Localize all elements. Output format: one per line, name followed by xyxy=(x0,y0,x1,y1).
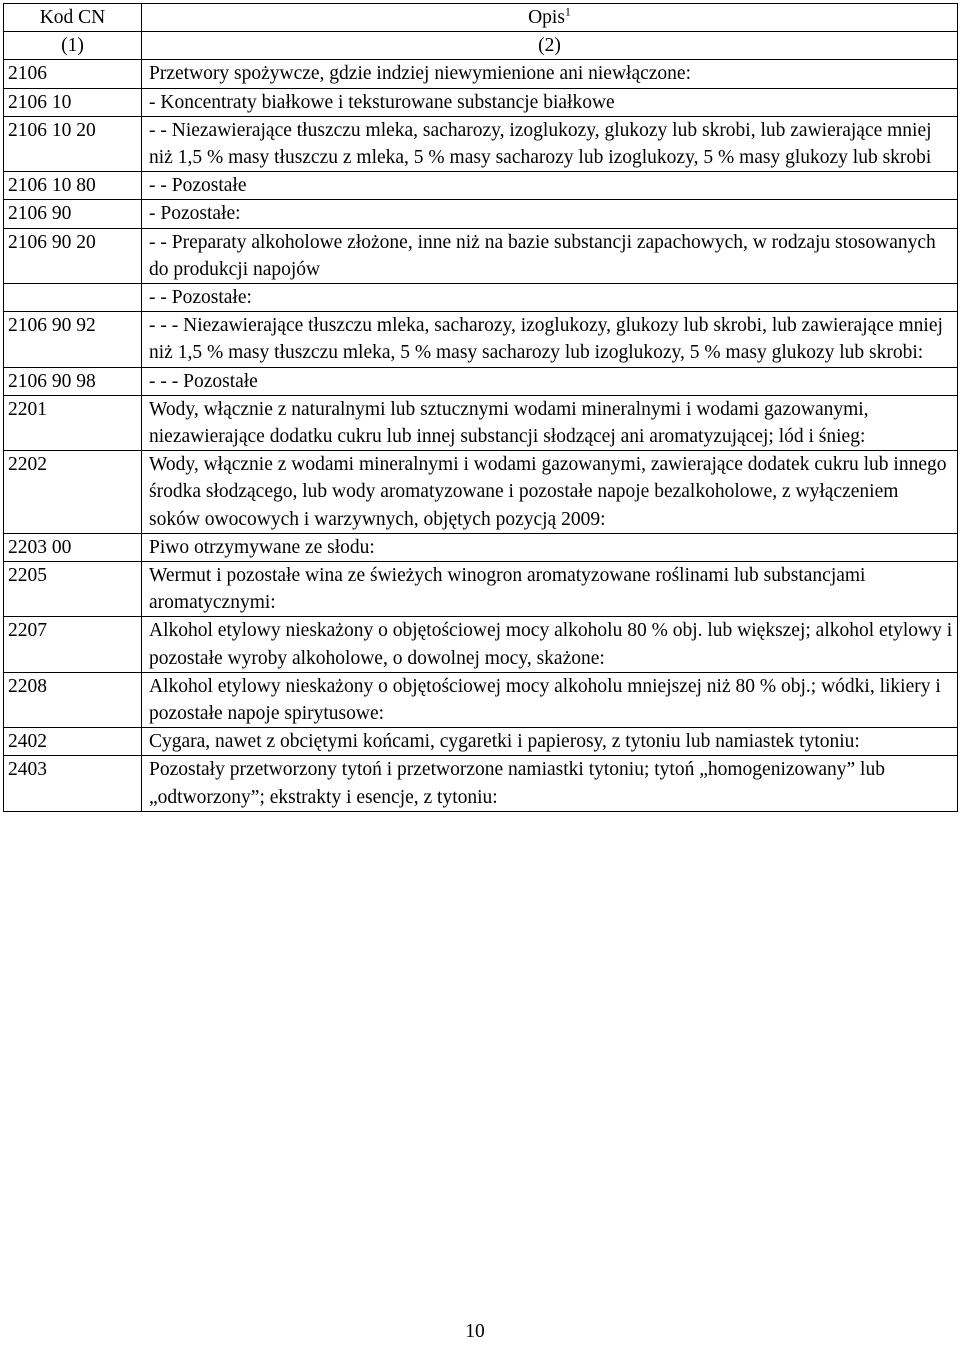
table-row xyxy=(4,172,958,200)
cn-code-cell: 2106 xyxy=(4,60,142,88)
column-number-2: (2) xyxy=(142,32,958,60)
cn-code-cell: 2402 xyxy=(4,728,142,756)
table-row xyxy=(4,284,958,312)
cn-code-cell xyxy=(4,284,142,312)
table-row xyxy=(4,367,958,395)
page-number: 10 xyxy=(465,1321,485,1342)
table-row xyxy=(4,200,958,228)
description-cell: - - - Niezawierające tłuszczu mleka, sacharozy, izoglukozy, glukozy lub skrobi, lub zawierające mniej niż 1,5 % masy tłuszczu mleka, 5 % masy sacharozy lub izoglukozy, 5 % masy glukozy lub skrobi: xyxy=(142,312,958,367)
table-row xyxy=(4,88,958,116)
description-cell: - - Pozostałe xyxy=(142,172,958,200)
header-row xyxy=(4,4,958,32)
table-row xyxy=(4,451,958,534)
cn-code-cell: 2205 xyxy=(4,562,142,617)
column-number-row xyxy=(4,32,958,60)
description-cell: Alkohol etylowy nieskażony o objętościowej mocy alkoholu 80 % obj. lub większej; alkohol etylowy i pozostałe wyroby alkoholowe, o dowolnej mocy, skażone: xyxy=(142,617,958,672)
description-cell: - Koncentraty białkowe i teksturowane substancje białkowe xyxy=(142,88,958,116)
table-row xyxy=(4,533,958,561)
table-body xyxy=(4,60,958,811)
cn-code-cell: 2106 10 20 xyxy=(4,116,142,171)
description-cell: Wody, włącznie z naturalnymi lub sztucznymi wodami mineralnymi i wodami gazowanymi, niezawierające dodatku cukru lub innej substancji słodzącej ani aromatyzującej; lód i śnieg: xyxy=(142,395,958,450)
cn-code-cell: 2106 90 xyxy=(4,200,142,228)
table-row xyxy=(4,395,958,450)
cn-code-cell: 2106 10 xyxy=(4,88,142,116)
description-cell: Piwo otrzymywane ze słodu: xyxy=(142,533,958,561)
table-row xyxy=(4,756,958,811)
cn-code-cell: 2207 xyxy=(4,617,142,672)
description-cell: Wermut i pozostałe wina ze świeżych winogron aromatyzowane roślinami lub substancjami aromatycznymi: xyxy=(142,562,958,617)
cn-code-cell: 2208 xyxy=(4,672,142,727)
description-cell: - Pozostałe: xyxy=(142,200,958,228)
table-row xyxy=(4,116,958,171)
description-cell: Pozostały przetworzony tytoń i przetworzone namiastki tytoniu; tytoń „homogenizowany” lub „odtworzony”; ekstrakty i esencje, z tytoniu: xyxy=(142,756,958,811)
table-row xyxy=(4,60,958,88)
table-row xyxy=(4,672,958,727)
document-page xyxy=(3,3,957,812)
description-cell: Cygara, nawet z obciętymi końcami, cygaretki i papierosy, z tytoniu lub namiastek tytoniu: xyxy=(142,728,958,756)
table-row xyxy=(4,228,958,283)
description-cell: Alkohol etylowy nieskażony o objętościowej mocy alkoholu mniejszej niż 80 % obj.; wódki, likiery i pozostałe napoje spirytusowe: xyxy=(142,672,958,727)
cn-code-cell: 2106 90 20 xyxy=(4,228,142,283)
table-row xyxy=(4,562,958,617)
cn-code-cell: 2202 xyxy=(4,451,142,534)
cn-code-cell: 2201 xyxy=(4,395,142,450)
description-cell: - - - Pozostałe xyxy=(142,367,958,395)
description-cell: - - Niezawierające tłuszczu mleka, sacharozy, izoglukozy, glukozy lub skrobi, lub zawierające mniej niż 1,5 % masy tłuszczu z mleka, 5 % masy sacharozy lub izoglukozy, 5 % masy glukozy lub skrobi xyxy=(142,116,958,171)
description-cell: Przetwory spożywcze, gdzie indziej niewymienione ani niewłączone: xyxy=(142,60,958,88)
cn-code-cell: 2403 xyxy=(4,756,142,811)
cn-code-cell: 2203 00 xyxy=(4,533,142,561)
description-cell: - - Preparaty alkoholowe złożone, inne niż na bazie substancji zapachowych, w rodzaju stosowanych do produkcji napojów xyxy=(142,228,958,283)
header-opis-label: Opis xyxy=(528,7,565,28)
header-kod-cn: Kod CN xyxy=(4,4,142,32)
cn-code-table xyxy=(3,3,958,812)
description-cell: Wody, włącznie z wodami mineralnymi i wodami gazowanymi, zawierające dodatek cukru lub innego środka słodzącego, lub wody aromatyzowane i pozostałe napoje bezalkoholowe, z wyłączeniem soków owocowych i warzywnych, objętych pozycją 2009: xyxy=(142,451,958,534)
header-opis xyxy=(142,4,958,32)
cn-code-cell: 2106 90 92 xyxy=(4,312,142,367)
table-row xyxy=(4,312,958,367)
footnote-marker: 1 xyxy=(564,4,571,19)
table-row xyxy=(4,617,958,672)
cn-code-cell: 2106 10 80 xyxy=(4,172,142,200)
column-number-1: (1) xyxy=(4,32,142,60)
description-cell: - - Pozostałe: xyxy=(142,284,958,312)
table-header xyxy=(4,4,958,60)
table-row xyxy=(4,728,958,756)
cn-code-cell: 2106 90 98 xyxy=(4,367,142,395)
